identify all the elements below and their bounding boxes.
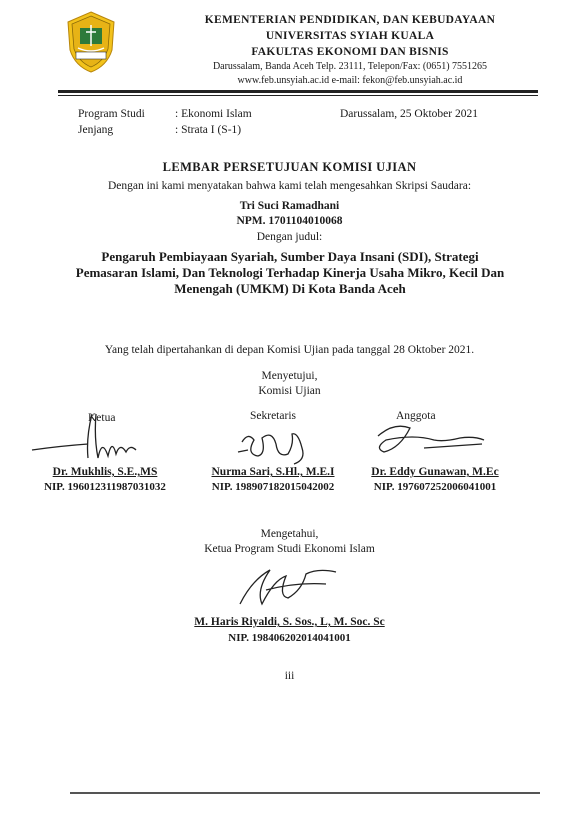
sekretaris-name: Nurma Sari, S.Hl., M.E.I (211, 466, 335, 478)
anggota-signature (364, 418, 494, 462)
kaprodi-name: M. Haris Riyaldi, S. Sos., L, M. Soc. Sc (194, 616, 385, 628)
intro-text: Dengan ini kami menyatakan bahwa kami telah mengesahkan Skripsi Saudara: (107, 180, 472, 192)
defense-statement: Yang telah dipertahankan di depan Komisi Ujian pada tanggal 28 Oktober 2021. (104, 344, 475, 356)
program-label: Program Studi (78, 108, 145, 120)
program-value: : Ekonomi Islam (175, 108, 252, 120)
acknowledge-label: Mengetahui, (260, 528, 319, 540)
student-npm: NPM. 1701104010068 (236, 215, 343, 227)
bottom-scan-line (70, 792, 540, 794)
faculty-contact: www.feb.unsyiah.ac.id e-mail: fekon@feb.unsyiah.ac.id (237, 75, 463, 86)
thesis-title: Pengaruh Pembiayaan Syariah, Sumber Daya Insani (SDI), Strategi Pemasaran Islami, Dan Teknologi Terhadap Kinerja Usaha Mikro, Kecil Dan Menengah (UMKM) Di Kota Banda Aceh (75, 249, 505, 296)
approval-label: Menyetujui, (261, 370, 318, 382)
sekretaris-role: Sekretaris (250, 410, 296, 422)
page-number: iii (284, 670, 295, 682)
committee-label: Komisi Ujian (258, 385, 321, 397)
judul-label: Dengan judul: (256, 231, 323, 243)
anggota-nip: NIP. 197607252006041001 (373, 481, 497, 493)
ketua-signature (30, 408, 160, 464)
kaprodi-role: Ketua Program Studi Ekonomi Islam (204, 543, 375, 555)
faculty-address: Darussalam, Banda Aceh Telp. 23111, Telepon/Fax: (0651) 7551265 (212, 61, 488, 72)
ministry-name: KEMENTERIAN PENDIDIKAN, DAN KEBUDAYAAN (204, 14, 496, 26)
sekretaris-signature (232, 424, 322, 468)
ketua-name: Dr. Mukhlis, S.E.,MS (52, 466, 158, 478)
anggota-name: Dr. Eddy Gunawan, M.Ec (371, 466, 499, 478)
page-title: LEMBAR PERSETUJUAN KOMISI UJIAN (162, 160, 417, 174)
university-logo (62, 10, 120, 74)
sekretaris-nip: NIP. 198907182015042002 (211, 481, 335, 493)
letterhead-rule-thin (58, 95, 538, 96)
student-name: Tri Suci Ramadhani (239, 200, 340, 212)
kaprodi-signature (226, 560, 346, 616)
level-value: : Strata I (S-1) (175, 124, 242, 136)
university-name: UNIVERSITAS SYIAH KUALA (265, 30, 435, 42)
faculty-name: FAKULTAS EKONOMI DAN BISNIS (251, 46, 449, 58)
anggota-role: Anggota (396, 410, 436, 422)
ketua-nip: NIP. 196012311987031032 (44, 481, 166, 493)
place-date: Darussalam, 25 Oktober 2021 (340, 108, 478, 120)
level-label: Jenjang (78, 124, 114, 136)
kaprodi-nip: NIP. 198406202014041001 (228, 632, 351, 644)
ketua-role: Ketua (88, 412, 116, 424)
letterhead-rule-thick (58, 90, 538, 93)
